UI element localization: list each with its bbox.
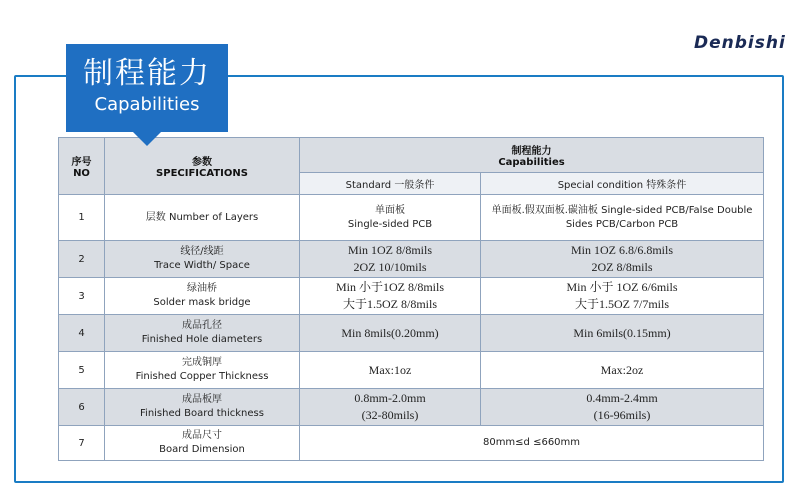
- row-spec-en: Finished Hole diameters: [141, 334, 263, 345]
- header-spec-cn: 参数: [192, 157, 212, 168]
- row-spec-cn: 成品尺寸: [182, 430, 222, 441]
- row-standard-line: 2OZ 10/10mils: [353, 260, 427, 274]
- header-capabilities: [300, 138, 764, 173]
- header-standard: Standard 一般条件: [300, 173, 481, 195]
- brand-logo: Denbishi: [694, 33, 786, 53]
- table-row: [59, 426, 764, 461]
- row-special-line: 2OZ 8/8mils: [591, 260, 653, 274]
- table-row: [59, 278, 764, 315]
- header-no: [59, 138, 105, 195]
- row-standard: [300, 352, 481, 389]
- row-merged-value: 80mm≤d ≤660mm: [300, 426, 764, 461]
- row-special-line: Max:2oz: [600, 362, 644, 377]
- header-no-en: NO: [73, 168, 90, 179]
- row-spec: [105, 426, 300, 461]
- row-spec-en: Finished Copper Thickness: [135, 371, 269, 382]
- row-standard: [300, 278, 481, 315]
- table-row: [59, 315, 764, 352]
- row-spec-en: Solder mask bridge: [153, 297, 251, 308]
- row-spec-cn: 成品孔径: [182, 320, 222, 331]
- row-special: [481, 352, 764, 389]
- row-special-line: 单面板.假双面板.碳油板 Single-sided PCB/False Double: [491, 204, 753, 216]
- row-standard: [300, 241, 481, 278]
- title-cn: 制程能力: [83, 56, 211, 91]
- table-row: [59, 241, 764, 278]
- row-special-line: 0.4mm-2.4mm: [586, 391, 658, 405]
- header-spec: [105, 138, 300, 195]
- title-en: Capabilities: [94, 94, 200, 115]
- row-standard-line: (32-80mils): [361, 408, 419, 422]
- row-special-line: 大于1.5OZ 7/7mils: [575, 297, 670, 311]
- row-special: [481, 315, 764, 352]
- row-special-line: (16-96mils): [593, 408, 651, 422]
- row-standard-line: Single-sided PCB: [347, 218, 433, 230]
- row-no: 3: [59, 278, 105, 315]
- row-spec-cn: 层数 Number of Layers: [145, 211, 259, 223]
- row-standard-line: Max:1oz: [368, 362, 412, 377]
- row-standard-line: Min 1OZ 8/8mils: [347, 243, 432, 257]
- row-spec: [105, 278, 300, 315]
- row-spec: [105, 241, 300, 278]
- row-no: 1: [59, 195, 105, 241]
- row-no: 5: [59, 352, 105, 389]
- row-spec-en: Finished Board thickness: [140, 408, 264, 419]
- row-special-line: Min 1OZ 6.8/6.8mils: [571, 243, 674, 257]
- table-row: [59, 195, 764, 241]
- row-spec-en: Trace Width/ Space: [154, 260, 250, 271]
- row-spec: [105, 315, 300, 352]
- capabilities-table: [58, 137, 764, 461]
- row-no: 2: [59, 241, 105, 278]
- row-special: [481, 241, 764, 278]
- row-spec: [105, 389, 300, 426]
- row-spec-en: Board Dimension: [159, 444, 245, 455]
- table-row: [59, 352, 764, 389]
- row-special-line: Min 6mils(0.15mm): [573, 325, 671, 340]
- row-standard: [300, 315, 481, 352]
- row-standard-line: 0.8mm-2.0mm: [354, 391, 426, 405]
- row-standard-line: Min 小于1OZ 8/8mils: [335, 280, 444, 294]
- title-tab-pointer: [133, 132, 161, 146]
- row-spec-cn: 完成铜厚: [182, 357, 222, 368]
- header-special: Special condition 特殊条件: [481, 173, 764, 195]
- row-special-line: Min 小于 1OZ 6/6mils: [566, 280, 678, 294]
- row-standard-line: Min 8mils(0.20mm): [341, 325, 439, 340]
- row-no: 4: [59, 315, 105, 352]
- row-special: [481, 389, 764, 426]
- row-standard-line: 大于1.5OZ 8/8mils: [342, 297, 437, 311]
- row-spec-cn: 绿油桥: [187, 283, 217, 294]
- row-spec-cn: 成品板厚: [182, 394, 222, 405]
- title-tab: [66, 44, 228, 132]
- header-no-cn: 序号: [71, 157, 92, 168]
- header-spec-en: SPECIFICATIONS: [156, 168, 248, 179]
- row-standard: [300, 195, 481, 241]
- row-no: 7: [59, 426, 105, 461]
- row-standard: [300, 389, 481, 426]
- row-spec-cn: 线径/线距: [180, 246, 224, 257]
- header-cap-en: Capabilities: [498, 157, 565, 168]
- header-cap-cn: 制程能力: [511, 146, 552, 157]
- row-spec: [105, 352, 300, 389]
- row-standard-line: 单面板: [375, 204, 405, 216]
- row-special: [481, 278, 764, 315]
- row-special: [481, 195, 764, 241]
- table-row: [59, 389, 764, 426]
- row-special-line: Sides PCB/Carbon PCB: [565, 218, 679, 230]
- row-no: 6: [59, 389, 105, 426]
- row-spec: [105, 195, 300, 241]
